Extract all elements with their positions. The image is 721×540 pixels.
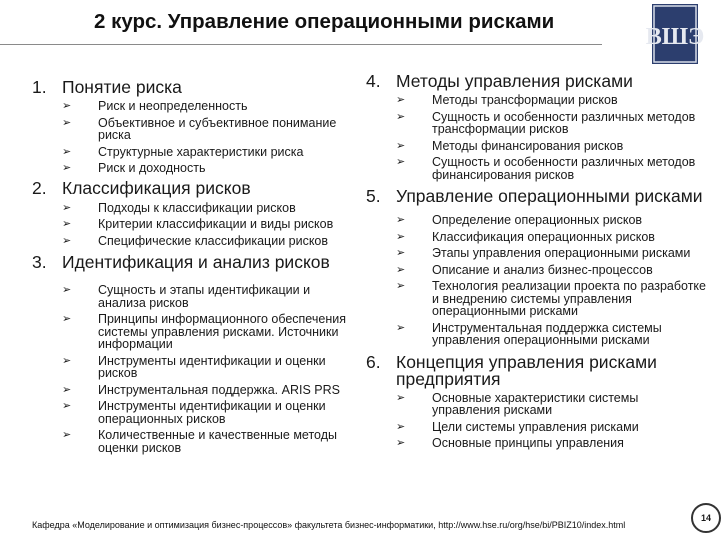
list-item: ➢ Структурные характеристики риска: [62, 144, 304, 159]
list-item: ➢ Классификация операционных рисков: [396, 229, 655, 244]
list-item: ➢ Описание и анализ бизнес-процессов: [396, 262, 653, 277]
left-column: [32, 79, 352, 454]
section-1: [32, 79, 352, 175]
arrow-bullet-icon: ➢: [62, 354, 72, 367]
section-title: Классификация рисков: [62, 177, 251, 198]
section-number: 1.: [32, 77, 47, 97]
section-heading: [366, 351, 706, 389]
page-title: 2 курс. Управление операционными рисками: [94, 10, 555, 33]
arrow-bullet-icon: ➢: [62, 400, 72, 412]
section-number: 5.: [366, 186, 381, 206]
list-item: ➢ Критерии классификации и виды рисков: [62, 217, 334, 231]
arrow-bullet-icon: ➢: [396, 420, 406, 433]
section-heading: [32, 177, 352, 198]
arrow-bullet-icon: ➢: [62, 383, 72, 396]
page-number-badge: 14: [691, 503, 721, 533]
list-item: ➢ Сущность и особенности различных методов трансформации рисков: [396, 109, 696, 136]
list-item: ➢ Инструментальная поддержка. ARIS PRS: [62, 382, 340, 397]
section-number: 3.: [32, 252, 47, 272]
section-6: [366, 351, 706, 450]
arrow-bullet-icon: ➢: [396, 230, 406, 243]
section-2: [32, 177, 352, 248]
arrow-bullet-icon: ➢: [396, 280, 406, 292]
list-item: ➢ Инструменты идентификации и оценки операционных рисков: [62, 399, 326, 426]
list-item: ➢ Цели системы управления рисками: [396, 419, 639, 434]
arrow-bullet-icon: ➢: [62, 116, 72, 129]
list-item: ➢ Риск и неопределенность: [62, 99, 248, 113]
title-divider: [0, 44, 602, 45]
section-title: Понятие риска: [62, 77, 182, 97]
list-item: ➢ Риск и доходность: [62, 161, 206, 175]
right-column: [366, 73, 706, 450]
section-title: Управление операционными рисками: [396, 186, 703, 206]
footer-text: Кафедра «Моделирование и оптимизация бизнес-процессов» факультета бизнес-информатики, http://www.hse.ru/org/hse/bi/PBIZ10/index.html: [32, 520, 626, 530]
arrow-bullet-icon: ➢: [62, 162, 72, 174]
list-item: ➢ Основные принципы управления: [396, 436, 624, 450]
arrow-bullet-icon: ➢: [62, 313, 72, 325]
section-title: Концепция управления рисками предприятия: [396, 351, 657, 389]
section-4: [366, 73, 706, 181]
arrow-bullet-icon: ➢: [62, 234, 72, 247]
arrow-bullet-icon: ➢: [396, 214, 406, 226]
list-item: ➢ Инструменты идентификации и оценки рисков: [62, 353, 326, 380]
arrow-bullet-icon: ➢: [396, 156, 406, 168]
section-number: 2.: [32, 177, 47, 198]
section-number: 4.: [366, 71, 381, 91]
section-heading: [32, 79, 352, 96]
section-number: 6.: [366, 351, 381, 372]
hse-logo-icon: [645, 4, 705, 64]
section-title: Идентификация и анализ рисков: [62, 252, 330, 272]
logo-text: ВШЭ: [645, 24, 705, 50]
arrow-bullet-icon: ➢: [62, 284, 72, 296]
list-item: ➢ Методы финансирования рисков: [396, 138, 624, 153]
arrow-bullet-icon: ➢: [62, 145, 72, 158]
list-item: ➢ Этапы управления операционными рисками: [396, 246, 691, 260]
list-item: ➢ Определение операционных рисков: [396, 213, 643, 227]
arrow-bullet-icon: ➢: [396, 321, 406, 334]
list-item: ➢ Инструментальная поддержка системы управления операционными рисками: [396, 320, 662, 347]
list-item: ➢ Методы трансформации рисков: [396, 93, 618, 107]
list-item: ➢ Основные характеристики системы управления рисками: [396, 390, 639, 417]
arrow-bullet-icon: ➢: [396, 263, 406, 276]
list-item: ➢ Подходы к классификации рисков: [62, 200, 296, 215]
arrow-bullet-icon: ➢: [396, 391, 406, 404]
list-item: ➢ Принципы информационного обеспечения системы управления рисками. Источники информации: [62, 312, 346, 351]
section-title: Методы управления рисками: [396, 71, 633, 91]
arrow-bullet-icon: ➢: [62, 218, 72, 230]
arrow-bullet-icon: ➢: [62, 201, 72, 214]
section-5: [366, 188, 706, 347]
arrow-bullet-icon: ➢: [62, 429, 72, 441]
section-heading: [32, 254, 352, 271]
arrow-bullet-icon: ➢: [396, 94, 406, 106]
list-item: ➢ Количественные и качественные методы оценки рисков: [62, 428, 337, 455]
list-item: ➢ Объективное и субъективное понимание риска: [62, 115, 337, 142]
list-item: ➢ Сущность и этапы идентификации и анализа рисков: [62, 283, 311, 310]
arrow-bullet-icon: ➢: [396, 139, 406, 152]
arrow-bullet-icon: ➢: [396, 110, 406, 123]
arrow-bullet-icon: ➢: [62, 100, 72, 112]
section-heading: [366, 188, 706, 205]
section-3: [32, 254, 352, 454]
arrow-bullet-icon: ➢: [396, 247, 406, 259]
list-item: ➢ Сущность и особенности различных методов финансирования рисков: [396, 155, 696, 182]
list-item: ➢ Специфические классификации рисков: [62, 233, 329, 248]
section-heading: [366, 73, 706, 90]
arrow-bullet-icon: ➢: [396, 437, 406, 449]
list-item: ➢ Технология реализации проекта по разработке и внедрению системы управления операционными рисками: [396, 279, 706, 318]
